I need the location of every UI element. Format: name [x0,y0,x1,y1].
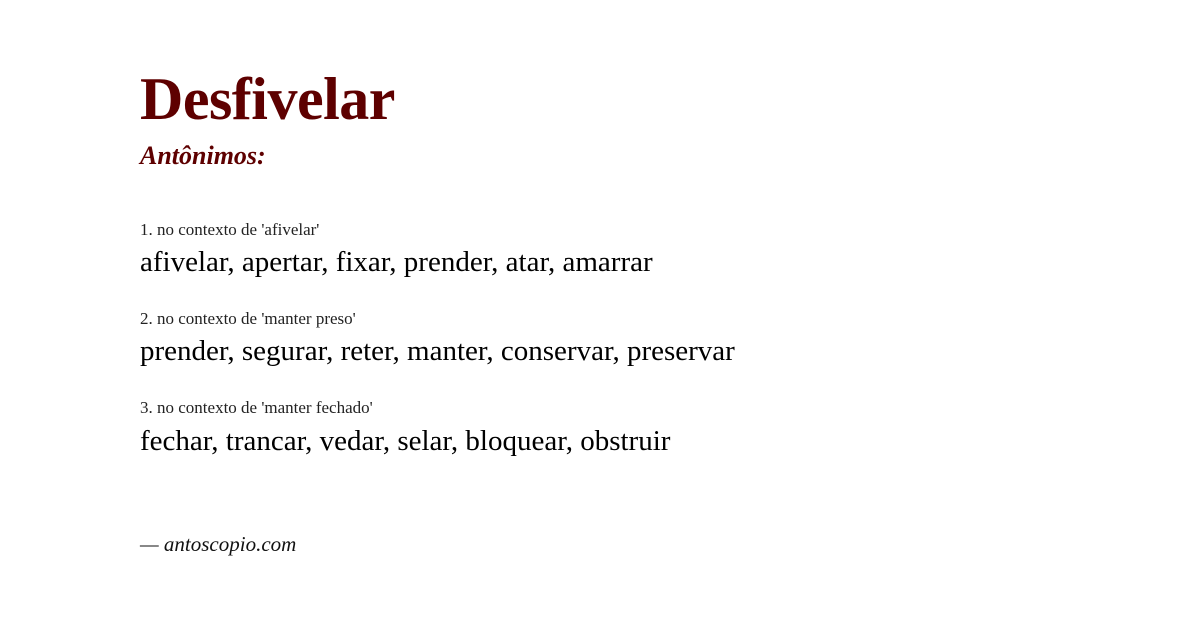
sense-context: 2. no contexto de 'manter preso' [140,309,356,329]
sense-synonyms: afivelar, apertar, fixar, prender, atar, amarrar [140,246,653,279]
list-item [140,397,1060,460]
sense-synonyms: fechar, trancar, vedar, selar, bloquear, obstruir [140,424,671,457]
sense-context: 1. no contexto de 'afivelar' [140,220,320,239]
list-item [140,308,1060,371]
section-subtitle: Antônimos: [140,141,266,170]
source-attribution: — antoscopio.com [140,532,297,556]
sense-context: 3. no contexto de 'manter fechado' [140,398,373,418]
list-item [140,219,1060,282]
senses-list [140,219,1060,461]
sense-synonyms: prender, segurar, reter, manter, conservar, preservar [140,335,735,368]
page-title: Desfivelar [140,66,395,132]
